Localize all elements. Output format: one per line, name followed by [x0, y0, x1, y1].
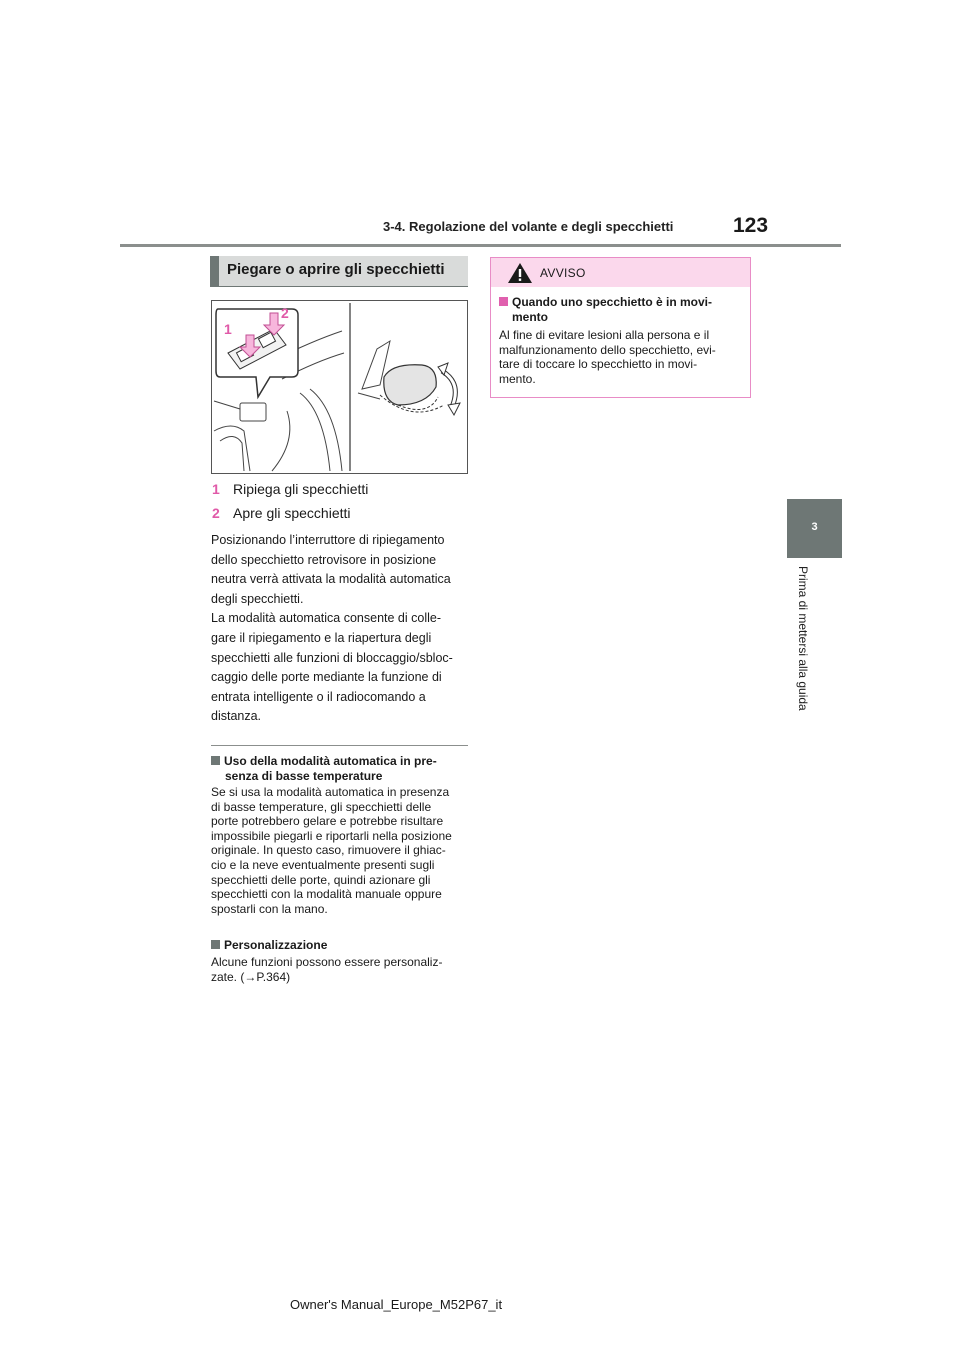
step-1-number: 1	[212, 481, 220, 497]
note-line: spostarli con la mano.	[211, 901, 328, 916]
body-line: gare il ripiegamento e la riapertura degli	[211, 630, 432, 645]
warning-line: malfunzionamento dello specchietto, evi-	[499, 342, 716, 357]
figure-label-2: 2	[281, 305, 289, 321]
warning-line: Al fine di evitare lesioni alla persona e il	[499, 328, 710, 342]
footer-manual-id: Owner's Manual_Europe_M52P67_it	[290, 1297, 503, 1312]
figure-label-1: 1	[224, 321, 232, 337]
note-line: specchietti con la modalità manuale oppure	[211, 887, 442, 902]
note-line: impossibile piegarli e riportarli nella posizione	[211, 828, 452, 843]
step-2-text: Apre gli specchietti	[233, 505, 351, 521]
note-title-low-temperature: Uso della modalità automatica in pre- senza di basse temperature	[211, 754, 471, 784]
note-body-low-temperature	[211, 785, 473, 916]
warning-line: mento.	[499, 371, 536, 386]
mirror-illustration-drawing	[212, 301, 467, 473]
step-2	[212, 505, 351, 521]
body-line: entrata intelligente o il radiocomando a	[211, 689, 426, 704]
warning-triangle-icon	[507, 262, 533, 284]
body-line: distanza.	[211, 709, 262, 724]
note-line: Se si usa la modalità automatica in presenza	[211, 785, 450, 799]
note-line: porte potrebbero gelare e potrebbe risultare	[211, 814, 444, 829]
notes-divider	[211, 745, 468, 746]
warning-body	[499, 328, 747, 386]
body-line: specchietti alle funzioni di bloccaggio/sbloc-	[211, 650, 453, 665]
note-body-customization	[211, 955, 473, 984]
chapter-title: 3-4. Regolazione del volante e degli specchietti	[383, 219, 674, 234]
body-line: La modalità automatica consente di colle-	[211, 611, 441, 626]
chapter-tab[interactable]	[787, 499, 842, 558]
note-line: originale. In questo caso, rimuovere il ghiac-	[211, 843, 446, 858]
body-line: degli specchietti.	[211, 591, 304, 606]
chapter-tab-number: 3	[811, 521, 818, 533]
body-line: Posizionando l’interruttore di ripiegamento	[211, 533, 445, 547]
warning-box	[490, 257, 751, 398]
body-line: caggio delle porte mediante la funzione di	[211, 670, 442, 685]
chapter-tab-label: Prima di mettersi alla guida	[796, 566, 810, 711]
header-rule	[120, 244, 841, 247]
warning-subtitle: Quando uno specchietto è in movi- mento	[499, 295, 744, 325]
note-line: di basse temperature, gli specchietti delle	[211, 799, 432, 814]
note-title-customization: Personalizzazione	[211, 938, 471, 953]
page-number: 123	[733, 214, 769, 237]
step-1	[212, 481, 368, 497]
note-line: specchietti delle porte, quindi azionare gli	[211, 872, 431, 887]
section-title: Piegare o aprire gli specchietti	[210, 256, 468, 286]
mirror-illustration	[211, 300, 468, 474]
body-line: neutra verrà attivata la modalità automatica	[211, 572, 451, 587]
square-bullet-icon	[499, 297, 508, 306]
note-line: cio e la neve eventualmente presenti sugli	[211, 857, 435, 872]
square-bullet-icon	[211, 940, 220, 949]
warning-title: AVVISO	[540, 266, 586, 280]
section-body	[211, 531, 473, 727]
section-underline	[210, 286, 468, 287]
note-line: Alcune funzioni possono essere personaliz-	[211, 955, 443, 969]
step-1-text: Ripiega gli specchietti	[233, 481, 369, 497]
warning-header	[491, 258, 750, 287]
step-2-number: 2	[212, 505, 220, 521]
body-line: dello specchietto retrovisore in posizione	[211, 552, 437, 567]
warning-line: tare di toccare lo specchietto in movi-	[499, 357, 698, 372]
page-reference-link[interactable]: zate. (→P.364)	[211, 969, 291, 984]
square-bullet-icon	[211, 756, 220, 765]
